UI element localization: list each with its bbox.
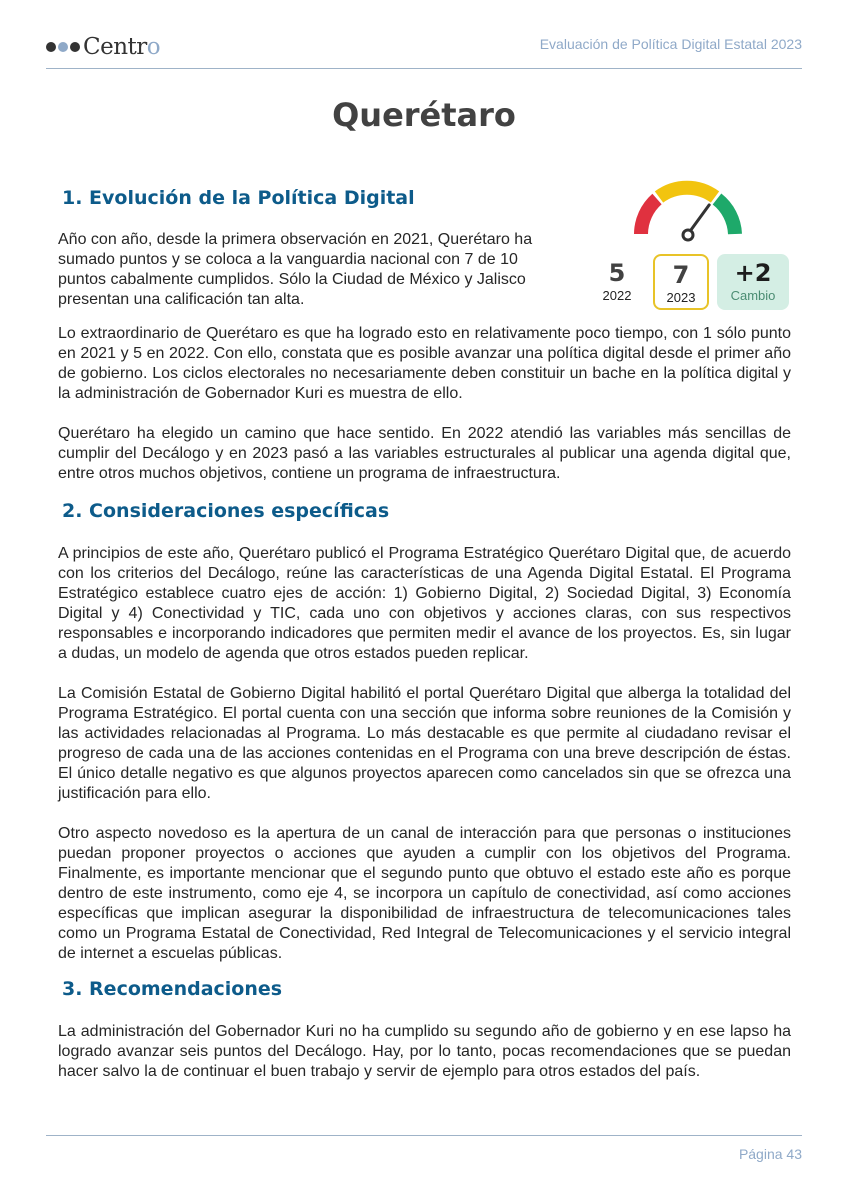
score-year: 2022 <box>602 288 632 303</box>
paragraph: A principios de este año, Querétaro publicó el Programa Estratégico Querétaro Digital que, de acuerdo con los criterios del Decálogo, reúne las características de una Agenda Digital Estatal. El Programa Estratégico establece cuatro ejes de acción: 1) Gobierno Digital, 2) Sociedad Digital, 3) Economía Digital y 4) Conectividad y TIC, cada uno con objetivos y acciones claras, con sus respectivos responsables e incorporando indicadores que permiten medir el avance de los proyectos. Es, sin lugar a dudas, un modelo de agenda que otros estados pueden replicar. <box>58 545 791 662</box>
change-value: +2 <box>734 259 772 287</box>
page-number: Página 43 <box>738 1146 802 1162</box>
section-heading: 1. Evolución de la Política Digital <box>62 187 415 209</box>
gauge-pivot <box>683 230 693 240</box>
paragraph: Otro aspecto novedoso es la apertura de un canal de interacción para que personas o instituciones puedan proponer proyectos o acciones que ayuden a cumplir con los objetivos del Programa. Finalmente, es importante mencionar que el segundo punto que obtuvo el estado este año es porque dentro de este instrumento, como eje 4, se incorpora un capítulo de conectividad, así como acciones específicas que implican asegurar la disponibilidad de infraestructura de telecomunicaciones tales como un Programa Estatal de Conectividad, Red Integral de Telecomunicaciones y el servicio integral de internet a escuelas públicas. <box>58 825 791 962</box>
logo-text: Centro <box>83 34 161 60</box>
change-label: Cambio <box>730 288 776 303</box>
score-gauge-icon <box>630 176 746 248</box>
paragraph: Lo extraordinario de Querétaro es que ha logrado esto en relativamente poco tiempo, con 1 sólo punto en 2021 y 5 en 2022. Con ello, constata que es posible avanzar una política digital desde el primer año de gobierno. Los ciclos electorales no necesariamente deben constituir un bache en la política digital y la administración de Gobernador Kuri es muestra de ello. <box>58 325 791 402</box>
score-change <box>717 254 789 310</box>
paragraph: La Comisión Estatal de Gobierno Digital habilitó el portal Querétaro Digital que alberga la totalidad del Programa Estratégico. El portal cuenta con una sección que informa sobre reuniones de la Comisión y las actividades relacionadas al Programa. Lo más destacable es que permite al ciudadano revisar el progreso de cada una de las acciones contenidas en el Programa con una breve descripción de éstas. El único detalle negativo es que algunos proyectos aparecen como cancelados sin que se ofrezca una justificación para ello. <box>58 685 791 802</box>
page-title: Querétaro <box>332 96 516 134</box>
paragraph: Querétaro ha elegido un camino que hace sentido. En 2022 atendió las variables más sencillas de cumplir del Decálogo y en 2023 pasó a las variables estructurales al publicar una agenda digital que, entre otros muchos objetivos, contiene un programa de infraestructura. <box>58 425 791 482</box>
header-title: Evaluación de Política Digital Estatal 2023 <box>539 36 802 52</box>
score-value: 5 <box>608 259 626 287</box>
section-heading: 3. Recomendaciones <box>62 978 283 1000</box>
score-summary <box>589 254 789 310</box>
score-year: 2023 <box>666 290 696 305</box>
paragraph: La administración del Gobernador Kuri no ha cumplido su segundo año de gobierno y en ese lapso ha logrado avanzar seis puntos del Decálogo. Hay, por lo tanto, pocas recomendaciones que se puedan hacer salvo la de continuar el buen trabajo y servir de ejemplo para otros estados del país. <box>58 1023 791 1080</box>
paragraph: Año con año, desde la primera observación en 2021, Querétaro ha sumado puntos y se coloca a la vanguardia nacional con 7 de 10 puntos cabalmente cumplidos. Sólo la Ciudad de México y Jalisco presentan una calificación tan alta. <box>58 231 533 308</box>
score-value: 7 <box>672 261 690 289</box>
page-footer <box>46 1135 802 1162</box>
page-header <box>46 30 802 69</box>
logo-dot-icon <box>46 42 56 52</box>
centro-logo <box>46 34 160 60</box>
logo-dot-icon <box>70 42 80 52</box>
score-2022 <box>589 254 645 310</box>
logo-dot-icon <box>58 42 68 52</box>
score-2023 <box>653 254 709 310</box>
section-heading: 2. Consideraciones específicas <box>62 500 390 522</box>
